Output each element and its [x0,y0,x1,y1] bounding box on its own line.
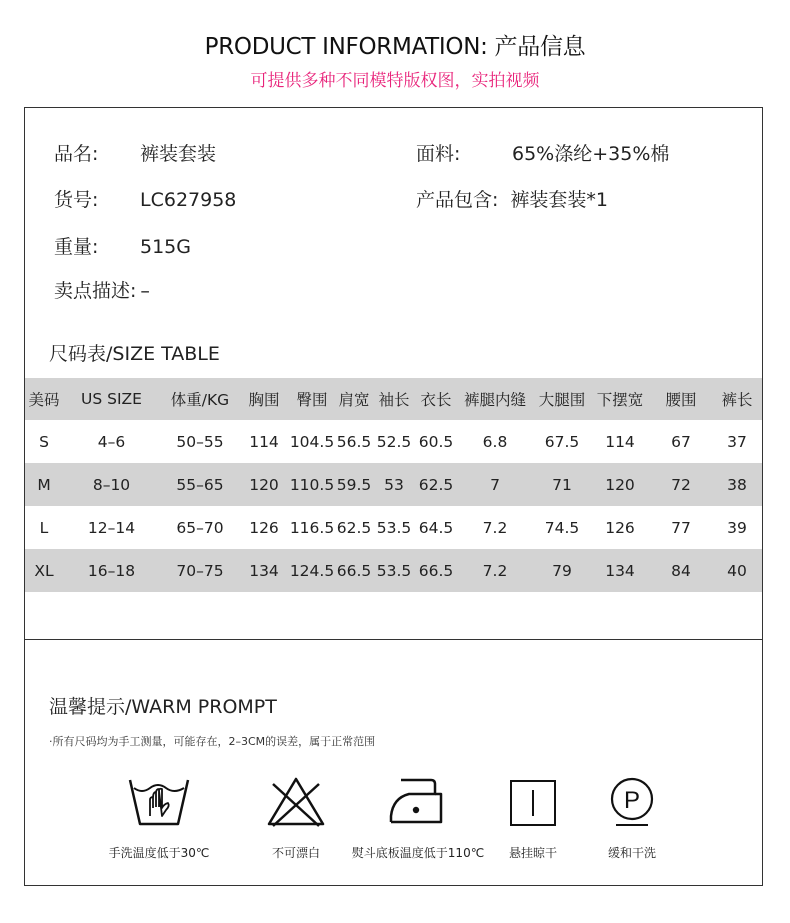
table-cell: 62.5 [336,518,372,537]
table-cell: 110.5 [288,463,336,506]
table-cell: 38 [712,463,762,506]
table-cell: 126 [605,518,635,537]
table-cell: 70–75 [160,549,240,592]
page-subtitle: 可提供多种不同模特版权图，实拍视频 [250,71,540,91]
table-cell: 84 [650,549,712,592]
table-cell: 104.5 [289,432,335,451]
fabric-value: 65%涤纶+35%棉 [512,143,670,165]
gentle-dry-clean-icon [601,776,663,828]
table-cell: 53 [372,463,416,506]
warm-prompt-title: 温馨提示/WARM PROMPT [49,696,277,718]
table-cell: 62.5 [416,463,456,506]
table-cell: 16–18 [63,549,160,592]
column-header: 胸围 [240,378,288,420]
table-cell: 120 [590,463,650,506]
table-cell: 59.5 [336,463,372,506]
table-cell: 7.2 [482,518,508,537]
sku-value: LC627958 [140,189,237,211]
table-cell: 55–65 [160,463,240,506]
table-cell: 39 [727,518,747,537]
weight-row [54,232,191,259]
column-header: 裤腿内缝 [456,378,534,420]
table-cell: 116.5 [289,518,335,537]
weight-label: 重量: [54,236,99,258]
table-cell: 6.8 [482,432,508,451]
table-cell: 72 [650,463,712,506]
includes-value: 裤装套装*1 [510,189,608,211]
column-header: 体重/KG [160,378,240,420]
table-cell: XL [25,549,63,592]
sku-row [54,185,236,212]
table-cell: 56.5 [336,432,372,451]
column-header: US SIZE [63,378,160,420]
product-name-label: 品名: [54,143,99,165]
table-cell: 134 [240,549,288,592]
sku-label: 货号: [54,189,99,211]
table-cell: 124.5 [288,549,336,592]
care-label: 悬挂晾干 [508,846,557,860]
table-cell: 71 [534,463,590,506]
care-item-hand-wash [89,776,229,861]
table-cell: 67 [671,432,691,451]
table-cell: 12–14 [87,518,136,537]
column-header: 裤长 [712,378,762,420]
table-cell: 114 [605,432,635,451]
table-cell: 8–10 [63,463,160,506]
table-cell: 79 [534,549,590,592]
page-title: PRODUCT INFORMATION: 产品信息 [204,34,586,60]
table-row [25,463,762,506]
product-name-value: 裤装套装 [140,143,217,165]
hand-wash-icon [128,776,190,828]
table-cell: 40 [712,549,762,592]
care-label: 手洗温度低于30℃ [108,846,210,860]
table-cell: 74.5 [544,518,580,537]
table-cell: 64.5 [418,518,454,537]
no-bleach-icon [265,776,327,828]
measurement-note: ·所有尺码均为手工测量，可能存在，2–3CM的误差，属于正常范围 [49,735,376,748]
column-header: 衣长 [416,378,456,420]
table-row [25,420,762,463]
table-cell: 126 [249,518,279,537]
care-label: 缓和干洗 [607,846,656,860]
table-cell: 67.5 [544,432,580,451]
column-header: 美码 [25,378,63,420]
column-header: 肩宽 [336,378,372,420]
column-header: 大腿围 [534,378,590,420]
table-cell: 7.2 [456,549,534,592]
table-cell: 77 [671,518,691,537]
table-cell: 65–70 [176,518,224,537]
column-header: 袖长 [372,378,416,420]
includes-row [416,185,608,212]
table-cell: 66.5 [336,549,372,592]
column-header: 腰围 [650,378,712,420]
table-cell: M [25,463,63,506]
weight-value: 515G [140,236,191,258]
table-cell: 53.5 [372,549,416,592]
table-cell: 134 [590,549,650,592]
svg-text:P: P [623,787,641,814]
size-table-header [25,378,762,420]
table-cell: 7 [456,463,534,506]
table-cell: 4–6 [97,432,126,451]
fabric-label: 面料: [416,143,461,165]
size-table [25,378,762,592]
product-info-panel [24,107,763,886]
table-cell: L [39,518,49,537]
care-label: 熨斗底板温度低于110℃ [351,846,485,860]
table-cell: S [39,432,49,451]
table-cell: 50–55 [176,432,224,451]
fabric-row [416,139,669,166]
table-row [25,549,762,592]
hang-dry-icon [502,776,564,828]
table-row [25,506,762,549]
column-header: 下摆宽 [590,378,650,420]
section-divider [25,639,762,640]
iron-low-icon [387,776,449,828]
table-cell: 120 [240,463,288,506]
table-cell: 60.5 [418,432,454,451]
care-label: 不可漂白 [271,846,320,860]
table-cell: 66.5 [416,549,456,592]
selling-point-label: 卖点描述: [54,280,137,302]
care-item-dry-clean [562,776,702,861]
selling-point-value: – [140,280,150,302]
table-cell: 37 [727,432,747,451]
product-name-row [54,139,216,166]
table-cell: 114 [249,432,279,451]
table-cell: 53.5 [376,518,412,537]
column-header: 臀围 [288,378,336,420]
includes-label: 产品包含: [416,189,499,211]
size-table-title: 尺码表/SIZE TABLE [49,343,220,365]
selling-point-row [54,276,150,303]
care-item-no-bleach [226,776,366,861]
table-cell: 52.5 [376,432,412,451]
